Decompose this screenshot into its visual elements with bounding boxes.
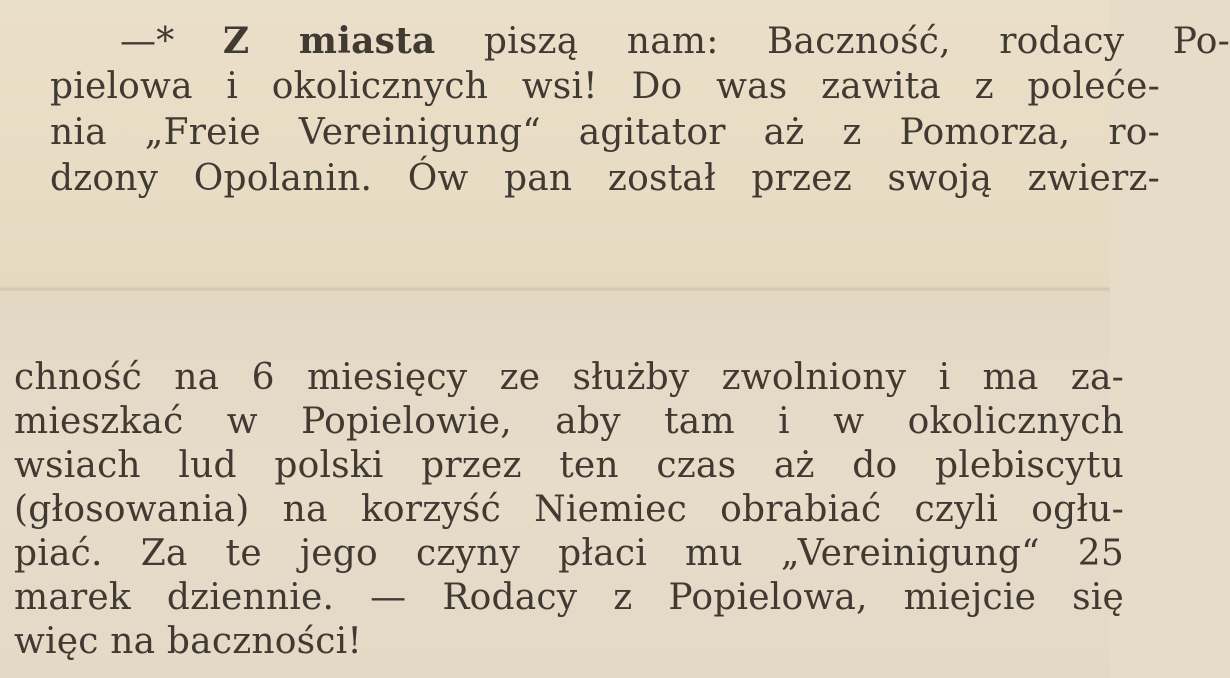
article-line-2: pielowa i okolicznych wsi! Do was zawita z poleće- bbox=[50, 66, 1160, 107]
article-line-3: nia „Freie Vereinigung“ agitator aż z Pomorza, ro- bbox=[50, 112, 1160, 153]
article-line-11: więc na baczności! bbox=[14, 621, 363, 662]
article-line-8: (głosowania) na korzyść Niemiec obrabiać czyli ogłu- bbox=[14, 489, 1124, 530]
article-dash: —* bbox=[120, 21, 175, 62]
article-line-5: chność na 6 miesięcy ze służby zwolniony i ma za- bbox=[14, 357, 1124, 398]
article-line-4: dzony Opolanin. Ów pan został przez swoją zwierz- bbox=[50, 158, 1160, 199]
clipping-seam bbox=[0, 286, 1110, 292]
article-line-1 bbox=[120, 18, 1230, 64]
article-heading-bold: Z miasta bbox=[222, 20, 436, 62]
article-line-10: marek dziennie. — Rodacy z Popielowa, miejcie się bbox=[14, 577, 1124, 618]
article-line-9: piać. Za te jego czyny płaci mu „Vereinigung“ 25 bbox=[14, 533, 1124, 574]
article-line-6: mieszkać w Popielowie, aby tam i w okolicznych bbox=[14, 401, 1124, 442]
article-line-7: wsiach lud polski przez ten czas aż do plebiscytu bbox=[14, 445, 1124, 486]
article-line-1-rest: piszą nam: Baczność, rodacy Po- bbox=[483, 21, 1230, 62]
